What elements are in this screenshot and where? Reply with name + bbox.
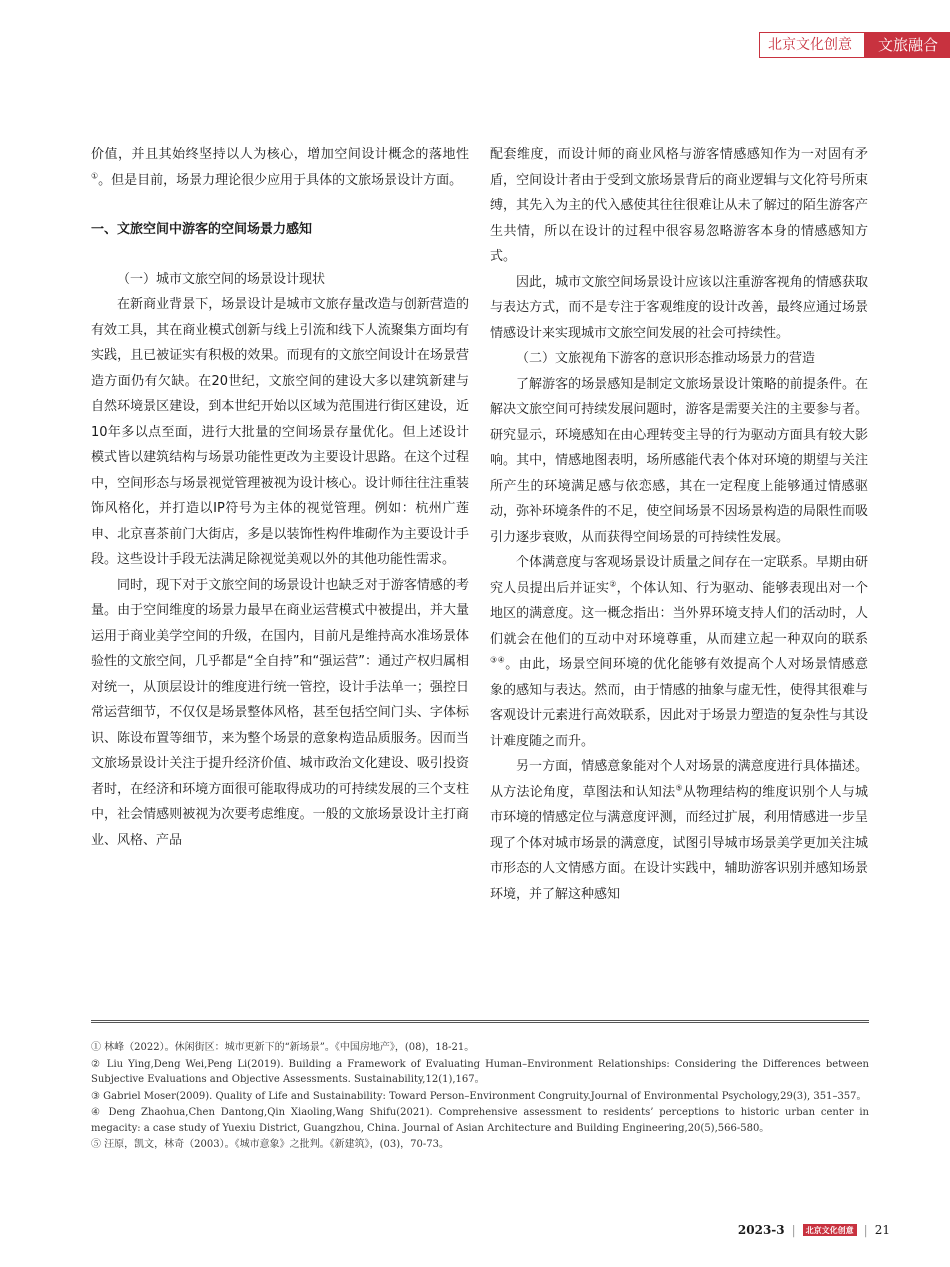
- paragraph-text: 另一方面，情感意象能对个人对场景的满意度进行具体描述。从方法论角度，草图法和认知法: [490, 759, 868, 800]
- subsection-heading: （一）城市文旅空间的场景设计现状: [117, 271, 326, 287]
- magazine-logo: 北京文化创意: [803, 1224, 857, 1236]
- footnote-ref: ③④: [490, 655, 506, 665]
- paragraph-text: 。由此，场景空间环境的优化能够有效提高个人对场景情感意象的感知与表达。然而，由于情感的抽象与虚无性，使得其很难与客观设计元素进行高效联系，因此对于场景力塑造的复杂性与其设计难度随之而升。: [490, 657, 868, 749]
- paragraph: 在新商业背景下，场景设计是城市文旅存量改造与创新营造的有效工具，其在商业模式创新与线上引流和线下人流聚集方面均有实践，且已被证实有积极的效果。而现有的文旅空间设计在场景营造方面仍有欠缺。在20世纪，文旅空间的建设大多以建筑新建与自然环境景区建设，到本世纪开始以区域为范围进行街区建设，近10年多以点至面，进行大批量的空间场景存量优化。但上述设计模式皆以建筑结构与场景功能性更改为主要设计思路。在这个过程中，空间形态与场景视觉管理被视为设计核心。设计师往往注重装饰风格化，并打造以IP符号为主体的视觉管理。例如：杭州广莲申、北京喜茶前门大街店，多是以装饰性构件堆砌作为主要设计手段。这些设计手段无法满足除视觉美观以外的其他功能性需求。: [91, 297, 469, 567]
- section-tag: 文旅融合: [864, 32, 950, 58]
- footnote-ref: ①: [91, 171, 99, 181]
- header-section-tags: [759, 32, 950, 58]
- paragraph-text: 个体满意度与客观场景设计质量之间存在一定联系。早期由研究人员提出后并证实: [490, 555, 868, 596]
- paragraph-text: 。但是目前，场景力理论很少应用于具体的文旅场景设计方面。: [98, 172, 463, 188]
- subsection-heading: （二）文旅视角下游客的意识形态推动场景力的营造: [516, 351, 816, 366]
- footnote-divider: [91, 1020, 869, 1023]
- footnotes: [91, 1040, 869, 1154]
- section-heading: 一、文旅空间中游客的空间场景力感知: [91, 222, 313, 237]
- paragraph-text: 价值，并且其始终坚持以人为核心，增加空间设计概念的落地性: [91, 147, 469, 162]
- page-number: 21: [874, 1223, 890, 1237]
- footnote: ③ Gabriel Moser(2009). Quality of Life and Sustainability: Toward Person–Environment Congruity.Journal of Environmental Psychology,29(3), 351–357。: [91, 1090, 867, 1102]
- page-footer: [738, 1220, 890, 1240]
- footnote: ② Liu Ying,Deng Wei,Peng Li(2019). Building a Framework of Evaluating Human–Environment Relationships: Considering the Differences between Subjective Evaluations and Objective Assessments. Sustainability,12(1),167。: [91, 1058, 869, 1085]
- footer-separator: |: [791, 1223, 796, 1237]
- paragraph-text: ，个体认知、行为驱动、能够表现出对一个地区的满意度。这一概念指出：当外界环境支持人们的活动时，人们就会在他们的互动中对环境尊重，从而建立起一种双向的联系: [490, 580, 868, 647]
- paragraph: 因此，城市文旅空间场景设计应该以注重游客视角的情感获取与表达方式，而不是专注于客观维度的设计改善，最终应通过场景情感设计来实现城市文旅空间发展的社会可持续性。: [490, 274, 868, 341]
- right-column: [490, 142, 868, 907]
- footnote: ④ Deng Zhaohua,Chen Dantong,Qin Xiaoling,Wang Shifu(2021). Comprehensive assessment to residents’ perceptions to historic urban center in megacity: a case study of Yuexiu District, Guangzhou, China. Journal of Asian Architecture and Building Engineering,20(5),566-580。: [91, 1107, 869, 1134]
- paragraph-text: 从物理结构的维度识别个人与城市环境的情感定位与满意度评测，而经过扩展，利用情感进一步呈现了个体对城市场景的满意度，试图引导城市场景美学更加关注城市形态的人文情感方面。在设计实践中，辅助游客识别并感知场景环境，并了解这种感知: [490, 784, 868, 902]
- footnote: ⑤ 汪原，凯文，林奇（2003）。《城市意象》之批判。《新建筑》，(03)，70-73。: [91, 1139, 449, 1150]
- left-column: [91, 142, 469, 853]
- paragraph: [490, 754, 868, 907]
- footnote: ① 林峰（2022）。休闲街区：城市更新下的“新场景”。《中国房地产》，(08)，18-21。: [91, 1042, 475, 1053]
- paragraph: [91, 142, 469, 193]
- paragraph: 同时，现下对于文旅空间的场景设计也缺乏对于游客情感的考量。由于空间维度的场景力最早在商业运营模式中被提出，并大量运用于商业美学空间的升级，在国内，目前凡是维持高水准场景体验性的文旅空间，几乎都是“全自持”和“强运营”：通过产权归属相对统一，从顶层设计的维度进行统一管控，设计手法单一；强控日常运营细节，不仅仅是场景整体风格，甚至包括空间门头、字体标识、陈设布置等细节，来为整个场景的意象构造品质服务。因而当文旅场景设计关注于提升经济价值、城市政治文化建设、吸引投资者时，在经济和环境方面很可能取得成功的可持续发展的三个支柱中，社会情感则被视为次要考虑维度。一般的文旅场景设计主打商业、风格、产品: [91, 577, 469, 848]
- paragraph: 配套维度，而设计师的商业风格与游客情感感知作为一对固有矛盾，空间设计者由于受到文旅场景背后的商业逻辑与文化符号所束缚，其先入为主的代入感使其往往很难让从未了解过的陌生游客产生共情，所以在设计的过程中很容易忽略游客本身的情感感知方式。: [490, 147, 868, 264]
- footnote-ref: ②: [609, 579, 617, 589]
- footnote-ref: ⑤: [675, 783, 683, 793]
- paragraph: 了解游客的场景感知是制定文旅场景设计策略的前提条件。在解决文旅空间可持续发展问题时，游客是需要关注的主要参与者。研究显示，环境感知在由心理转变主导的行为驱动方面具有较大影响。其中，情感地图表明，场所感能代表个体对环境的期望与关注所产生的环境满足感与依恋感，其在一定程度上能够通过情感驱动，弥补环境条件的不足，使空间场景不因场景构造的局限性而吸引力逐步衰败，从而获得空间场景的可持续性发展。: [490, 376, 868, 545]
- magazine-name-tag: 北京文化创意: [759, 32, 864, 58]
- footer-separator: |: [863, 1223, 868, 1237]
- paragraph: [490, 550, 868, 754]
- issue-number: 2023-3: [737, 1223, 785, 1237]
